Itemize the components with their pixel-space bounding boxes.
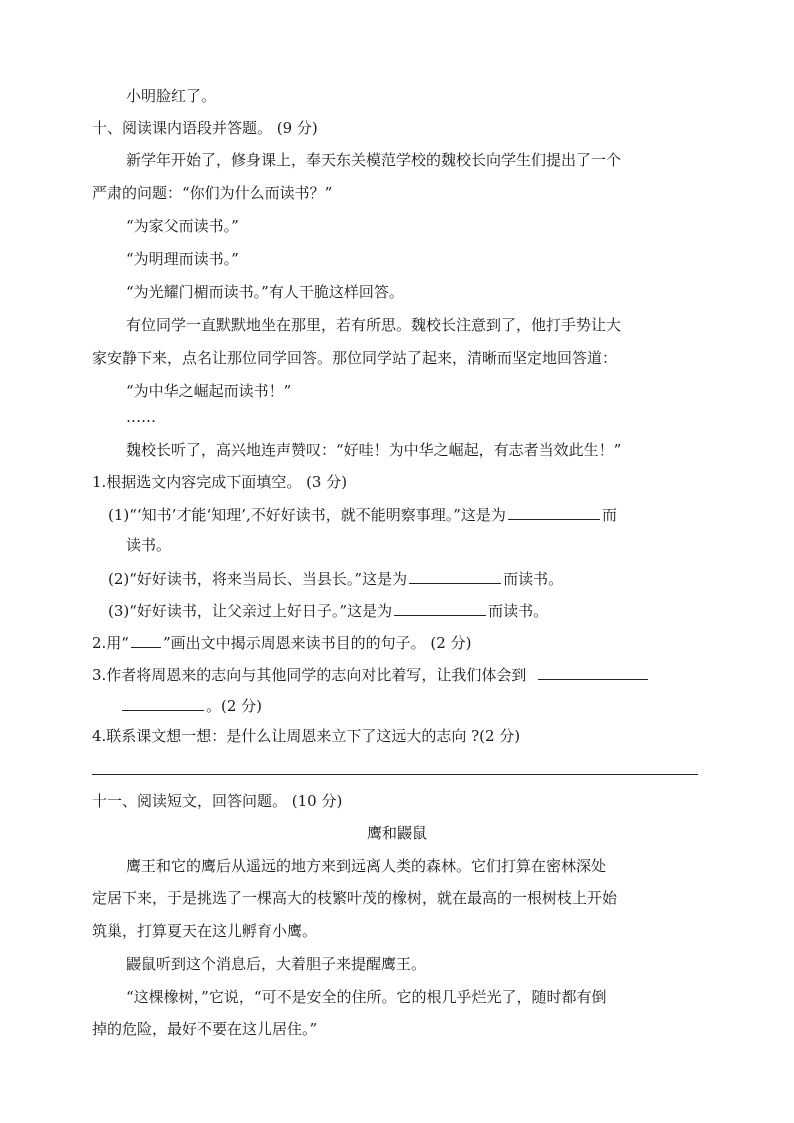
- passage-paragraph: 筑巢，打算夏天在这儿孵育小鹰。: [92, 922, 318, 940]
- passage-paragraph: “这棵橡树，”它说，“可不是安全的住所。它的根几乎烂光了，随时都有倒: [126, 988, 607, 1006]
- section-eleven-heading: 十一、阅读短文，回答问题。 (10 分): [92, 792, 343, 810]
- answer-blank[interactable]: [394, 599, 486, 616]
- question-1-item-2: [108, 567, 563, 589]
- item-text: 。(2 分): [206, 697, 263, 715]
- passage-quote: “为家父而读书。”: [126, 217, 239, 235]
- item-text: (3)“好好读书，让父亲过上好日子。”这是为: [108, 602, 393, 620]
- passage-paragraph: 鼹鼠听到这个消息后，大着胆子来提醒鹰王。: [126, 955, 427, 973]
- passage-paragraph: 鹰王和它的鹰后从遥远的地方来到远离人类的森林。它们打算在密林深处: [126, 857, 607, 875]
- passage-quote: “为光耀门楣而读书。”有人干脆这样回答。: [126, 283, 404, 301]
- answer-blank[interactable]: [122, 694, 204, 711]
- answer-line[interactable]: [92, 774, 698, 775]
- question-3: [92, 663, 650, 685]
- passage-paragraph: 有位同学一直默默地坐在那里，若有所思。魏校长注意到了，他打手势让大: [126, 316, 622, 334]
- question-4: 4.联系课文想一想：是什么让周恩来立下了这远大的志向 ?(2 分): [92, 727, 521, 745]
- passage-paragraph: 新学年开始了，修身课上，奉天东关模范学校的魏校长向学生们提出了一个: [126, 151, 622, 169]
- passage-quote: “为中华之崛起而读书！”: [126, 382, 292, 400]
- passage-title: 鹰和鼹鼠: [366, 824, 427, 842]
- question-1: 1.根据选文内容完成下面填空。 (3 分): [92, 473, 348, 491]
- passage-paragraph: 掉的危险，最好不要在这儿居住。”: [92, 1020, 318, 1038]
- question-2: [92, 631, 471, 653]
- passage-paragraph: 魏校长听了，高兴地连声赞叹：“好哇！为中华之崛起，有志者当效此生！”: [126, 441, 622, 459]
- answer-blank[interactable]: [538, 663, 648, 680]
- item-text: ”画出文中揭示周恩来读书目的的句子。 (2 分): [162, 634, 472, 652]
- question-3-continuation: [120, 694, 262, 716]
- question-1-item-1: [108, 503, 617, 525]
- item-text: 而读书。: [503, 570, 564, 588]
- underline-sample: [131, 631, 161, 648]
- answer-blank[interactable]: [409, 567, 501, 584]
- item-text: 3.作者将周恩来的志向与其他同学的志向对比着写，让我们体会到: [92, 666, 527, 684]
- section-ten-heading: 十、阅读课内语段并答题。 (9 分): [92, 119, 318, 137]
- answer-blank[interactable]: [508, 503, 600, 520]
- passage-paragraph: 家安静下来，点名让那位同学回答。那位同学站了起来，清晰而坚定地回答道：: [92, 349, 618, 367]
- passage-quote: “为明理而读书。”: [126, 250, 239, 268]
- item-text: (1)“‘知书’才能‘知理’,不好好读书，就不能明察事理。”这是为: [108, 506, 506, 524]
- previous-text-tail: 小明脸红了。: [126, 87, 217, 105]
- item-text: (2)“好好读书，将来当局长、当县长。”这是为: [108, 570, 408, 588]
- passage-ellipsis: ……: [126, 408, 156, 426]
- passage-paragraph: 定居下来，于是挑选了一棵高大的枝繁叶茂的橡树，就在最高的一根树枝上开始: [92, 889, 618, 907]
- item-text: 而读书。: [488, 602, 549, 620]
- item-text: 而: [601, 506, 617, 524]
- item-text: 2.用“: [92, 634, 129, 652]
- item-continuation: 读书。: [126, 536, 172, 554]
- question-1-item-3: [108, 599, 548, 621]
- passage-paragraph: 严肃的问题：“你们为什么而读书？”: [92, 184, 333, 202]
